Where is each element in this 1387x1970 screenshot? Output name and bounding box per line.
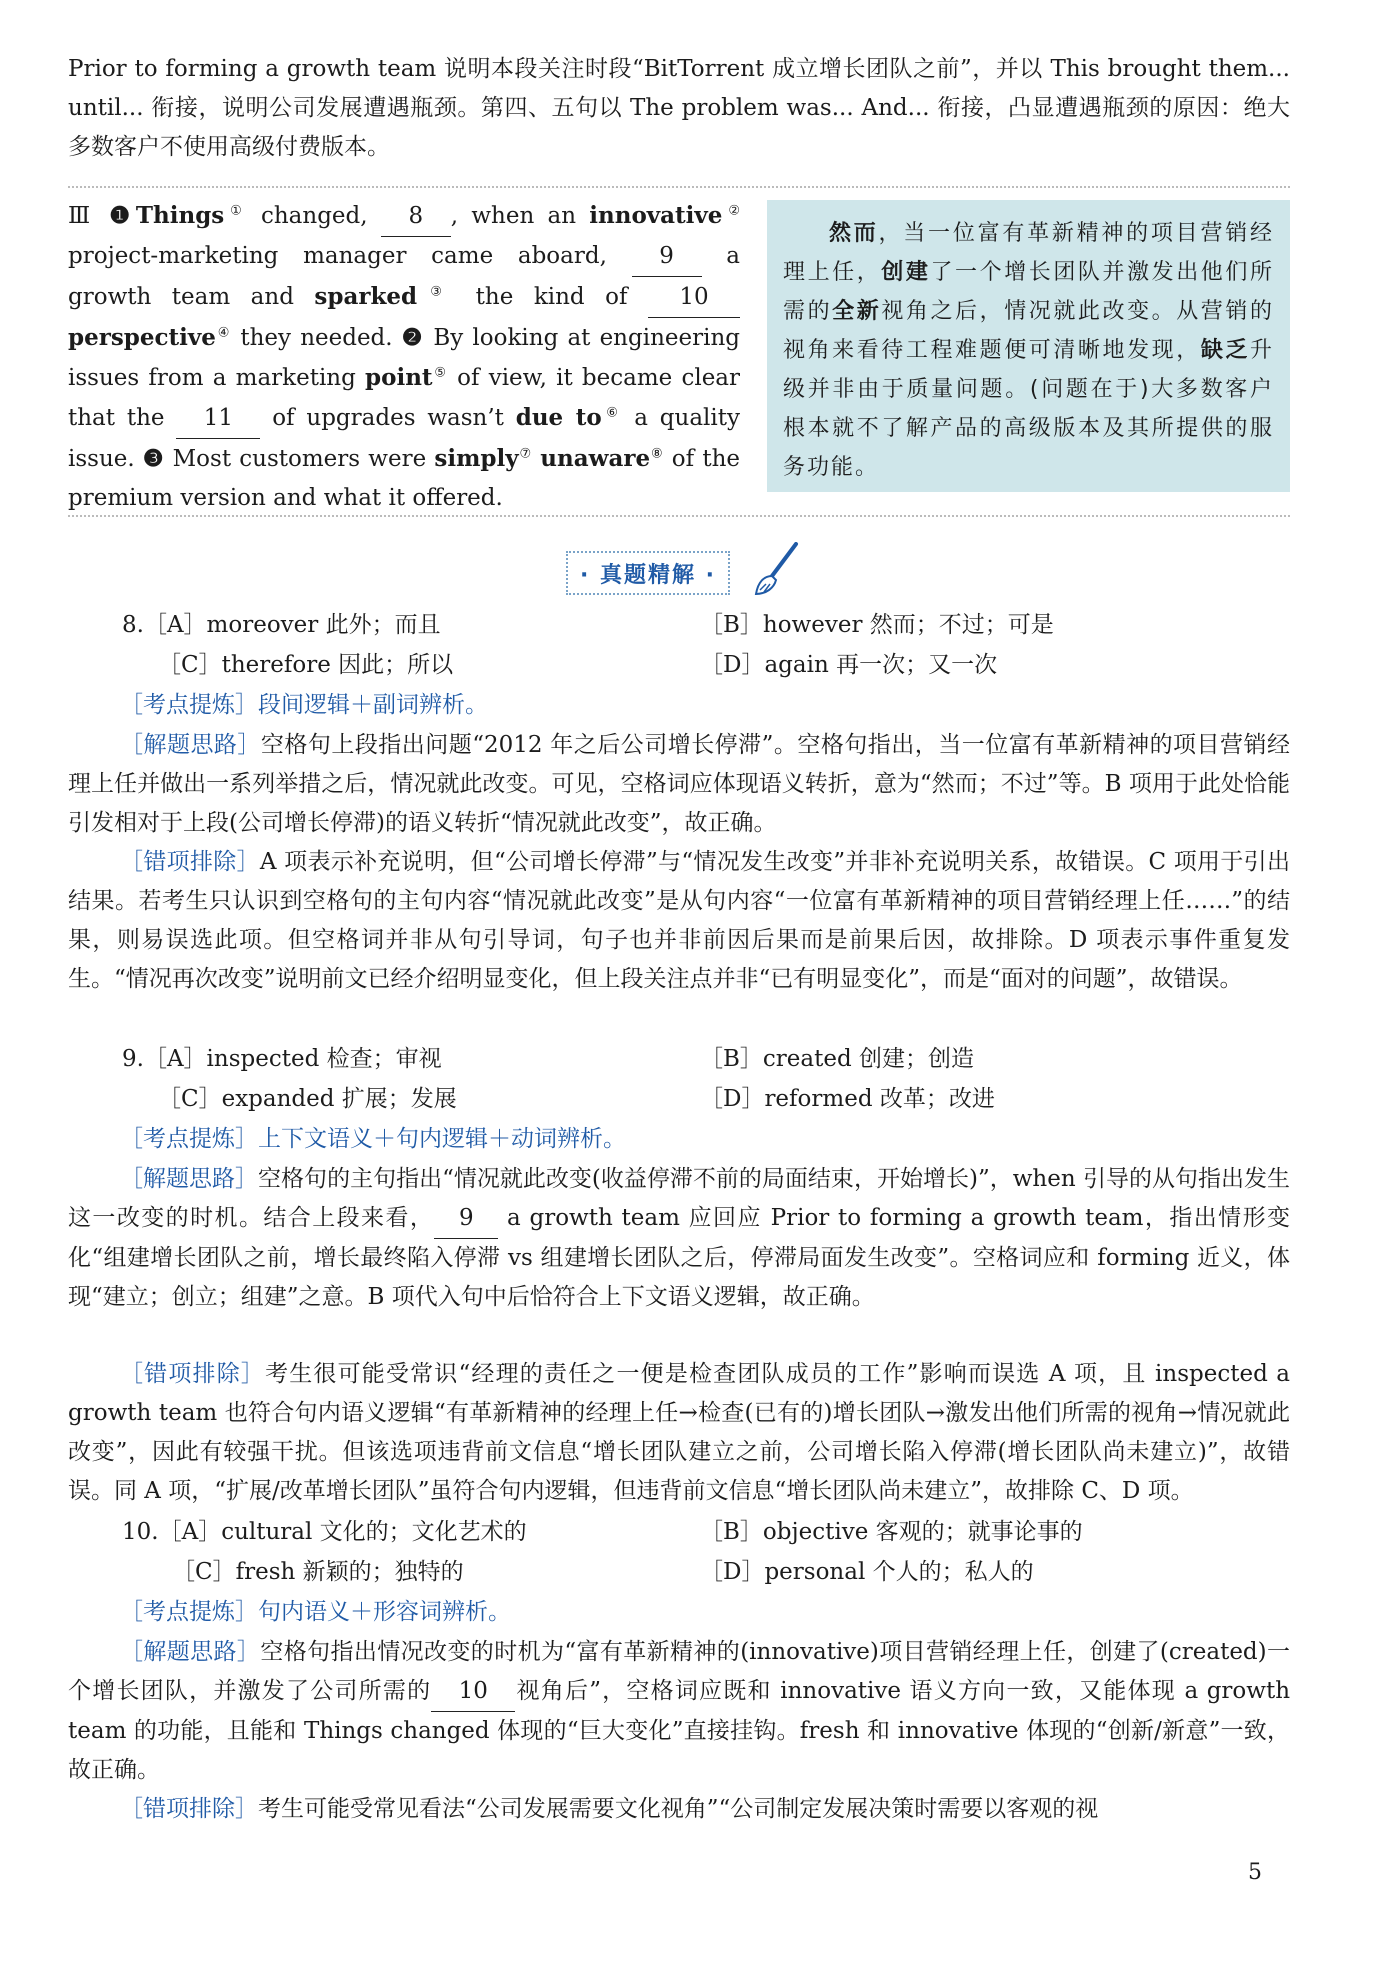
vocab-index: ⑤ bbox=[432, 365, 448, 381]
solution-text: 空格句的主句指出“情况就此改变(收益停滞不前的局面结束，开始增长)”，when 引导的从句指出发生这一改变的时机。结合上段来看， bbox=[68, 1166, 1291, 1231]
vocab-word: point bbox=[365, 364, 433, 391]
solution-text: a growth team 应回应 Prior to forming a growth team，指出情形变化“组建增长团队之前，增长最终陷入停滞 vs 组建增长团队之后，停滞局面发生改变”。空格词应和 forming 近义，体现“建立；创立；组建”之意。B 项代入句中后恰符合上下文语义逻辑，故正确。 bbox=[68, 1205, 1291, 1310]
solution-text: 空格句上段指出问题“2012 年之后公司增长停滞”。空格句指出，当一位富有革新精神的项目营销经理上任并做出一系列举措之后，情况就此改变。可见，空格词应体现语义转折，意为“然而；不过”等。B 项用于此处恰能引发相对于上段(公司增长停滞)的语义转折“情况就此改变”，故正确。 bbox=[68, 732, 1290, 836]
elimination-tag: ［错项排除］ bbox=[120, 849, 260, 875]
translation-keyword: 创建 bbox=[881, 260, 931, 285]
key-points-tag: ［考点提炼］ bbox=[120, 1599, 258, 1625]
vocab-word: simply bbox=[434, 445, 519, 472]
vocab-index: ③ bbox=[417, 284, 456, 300]
solution-text: 视角后”，空格词应既和 innovative 语义方向一致，又能体现 a growth team 的功能，且能和 Things changed 体现的“巨大变化”直接挂钩。fresh 和 innovative 体现的“创新/新意”一致，故正确。 bbox=[68, 1678, 1291, 1783]
solution-text: 空格句指出情况改变的时机为“富有革新精神的(innovative)项目营销经理上任，创建了(created)一个增长团队，并激发了公司所需的 bbox=[68, 1639, 1291, 1704]
translation-keyword: 然而 bbox=[829, 221, 879, 246]
passage-text: Most customers were bbox=[164, 446, 435, 472]
q8-solution bbox=[68, 726, 1290, 843]
q8-option-b: ［B］however 然而；不过；可是 bbox=[700, 612, 1054, 638]
key-points-tag: ［考点提炼］ bbox=[120, 692, 258, 718]
q10-option-c: ［C］fresh 新颖的；独特的 bbox=[172, 1559, 464, 1585]
q9-option-d: ［D］reformed 改革；改进 bbox=[700, 1086, 995, 1112]
q9-solution bbox=[68, 1160, 1290, 1317]
translation-keyword: 全新 bbox=[832, 299, 882, 324]
passage-text: , when an bbox=[450, 203, 590, 229]
passage-text: of upgrades wasn’t bbox=[260, 405, 516, 431]
vocab-index: ⑧ bbox=[650, 446, 664, 462]
blank-9: 9 bbox=[632, 237, 702, 277]
section-banner bbox=[566, 551, 730, 595]
vocab-word: due to bbox=[515, 404, 602, 431]
q8-option-a: 8.［A］moreover 此外；而且 bbox=[122, 612, 441, 638]
sentence-marker: ❶ bbox=[109, 202, 136, 229]
q9-option-c: ［C］expanded 扩展；发展 bbox=[158, 1086, 457, 1112]
translation-text: 了一个增长团队并激发出他们所需的 bbox=[783, 260, 1274, 324]
q10-option-a: 10.［A］cultural 文化的；文化艺术的 bbox=[122, 1519, 527, 1545]
elimination-tag: ［错项排除］ bbox=[120, 1796, 258, 1822]
translation-keyword: 缺乏 bbox=[1200, 338, 1250, 363]
passage-english bbox=[68, 196, 740, 518]
q8-elimination bbox=[68, 843, 1290, 999]
section-banner-label: · 真题精解 · bbox=[580, 562, 717, 588]
q10-key-points bbox=[120, 1593, 511, 1632]
solution-blank: 10 bbox=[431, 1672, 515, 1712]
divider-bottom bbox=[68, 515, 1290, 517]
intro-paragraph: Prior to forming a growth team 说明本段关注时段“BitTorrent 成立增长团队之前”，并以 This brought them... until... 衔接，说明公司发展遭遇瓶颈。第四、五句以 The problem was... And... 衔接，凸显遭遇瓶颈的原因：绝大多数客户不使用高级付费版本。 bbox=[68, 56, 1290, 160]
page-number: 5 bbox=[1248, 1860, 1262, 1885]
passage-text: By looking at engineering issues from a marketing bbox=[68, 325, 740, 391]
brush-icon bbox=[752, 542, 800, 598]
q8-option-c: ［C］therefore 因此；所以 bbox=[158, 652, 454, 678]
vocab-index: ② bbox=[722, 203, 740, 219]
blank-8: 8 bbox=[381, 197, 451, 237]
q10-option-b: ［B］objective 客观的；就事论事的 bbox=[700, 1519, 1083, 1545]
section-number: Ⅲ bbox=[68, 203, 97, 229]
blank-10: 10 bbox=[648, 278, 740, 318]
vocab-word: sparked bbox=[314, 283, 418, 310]
elimination-text: A 项表示补充说明，但“公司增长停滞”与“情况发生改变”并非补充说明关系，故错误。C 项用于引出结果。若考生只认识到空格句的主句内容“情况就此改变”是从句内容“一位富有革新精神的项目营销经理上任……”的结果，则易误选此项。但空格词并非从句引导词，句子也并非前因后果而是前果后因，故排除。D 项表示事件重复发生。“情况再次改变”说明前文已经介绍明显变化，但上段关注点并非“已有明显变化”，而是“面对的问题”，故错误。 bbox=[68, 849, 1290, 992]
passage-text: project-marketing manager came aboard, bbox=[68, 243, 632, 269]
translation-text: 升级并非由于质量问题。(问题在于)大多数客户根本就不了解产品的高级版本及其所提供的服务功能。 bbox=[783, 338, 1274, 480]
q9-option-b: ［B］created 创建；创造 bbox=[700, 1046, 974, 1072]
q10-option-d: ［D］personal 个人的；私人的 bbox=[700, 1559, 1034, 1585]
q10-elimination bbox=[68, 1790, 1290, 1829]
q9-option-a: 9.［A］inspected 检查；审视 bbox=[122, 1046, 442, 1072]
vocab-index: ⑥ bbox=[601, 405, 623, 421]
translation-text: 视角之后，情况就此改变。从营销的视角来看待工程难题便可清晰地发现， bbox=[783, 299, 1274, 363]
q8-key-points bbox=[120, 686, 488, 725]
sentence-marker: ❸ bbox=[142, 445, 165, 472]
vocab-word: perspective bbox=[68, 324, 216, 351]
passage-text: of view, it became clear that the bbox=[68, 365, 741, 431]
vocab-index: ④ bbox=[215, 325, 232, 341]
q8-option-d: ［D］again 再一次；又一次 bbox=[700, 652, 998, 678]
elimination-text: 考生可能受常见看法“公司发展需要文化视角”“公司制定发展决策时需要以客观的视 bbox=[258, 1796, 1099, 1822]
key-points-text: 段间逻辑＋副词辨析。 bbox=[258, 692, 488, 718]
passage-text: a quality issue. bbox=[68, 405, 740, 472]
translation-box bbox=[767, 200, 1290, 492]
elimination-text: 考生很可能受常识“经理的责任之一便是检查团队成员的工作”影响而误选 A 项，且 inspected a growth team 也符合句内语义逻辑“有革新精神的经理上任→检查(已有的)增长团队→激发出他们所需的视角→情况就此改变”，因此有较强干扰。但该选项违背前文信息“增长团队建立之前，公司增长陷入停滞(增长团队尚未建立)”，故错误。同 A 项，“扩展/改革增长团队”虽符合句内逻辑，但违背前文信息“增长团队尚未建立”，故排除 C、D 项。 bbox=[68, 1361, 1290, 1504]
key-points-tag: ［考点提炼］ bbox=[120, 1126, 258, 1152]
key-points-text: 句内语义＋形容词辨析。 bbox=[258, 1599, 511, 1625]
solution-tag: ［解题思路］ bbox=[120, 1166, 259, 1192]
translation-text: ，当一位富有革新精神的项目营销经理上任， bbox=[783, 221, 1274, 285]
passage-text: changed, bbox=[247, 203, 381, 229]
vocab-index: ⑦ bbox=[518, 446, 533, 462]
passage-text: the kind of bbox=[455, 284, 648, 310]
solution-tag: ［解题思路］ bbox=[120, 1639, 261, 1665]
sentence-marker: ❷ bbox=[401, 324, 425, 351]
q9-elimination bbox=[68, 1355, 1290, 1511]
passage-text: of the premium version and what it offered. bbox=[68, 446, 741, 511]
vocab-word: unaware bbox=[540, 445, 651, 472]
passage-text: a growth team and bbox=[68, 243, 740, 310]
blank-11: 11 bbox=[176, 399, 260, 439]
vocab-word: innovative bbox=[589, 202, 723, 229]
q9-key-points bbox=[120, 1120, 626, 1159]
vocab-index: ① bbox=[224, 203, 248, 219]
key-points-text: 上下文语义＋句内逻辑＋动词辨析。 bbox=[258, 1126, 626, 1152]
elimination-tag: ［错项排除］ bbox=[120, 1361, 266, 1387]
solution-blank: 9 bbox=[434, 1199, 498, 1239]
passage-text: they needed. bbox=[231, 325, 402, 351]
q10-solution bbox=[68, 1633, 1290, 1790]
solution-tag: ［解题思路］ bbox=[120, 732, 261, 758]
vocab-word: Things bbox=[135, 202, 225, 229]
divider-top bbox=[68, 186, 1290, 188]
